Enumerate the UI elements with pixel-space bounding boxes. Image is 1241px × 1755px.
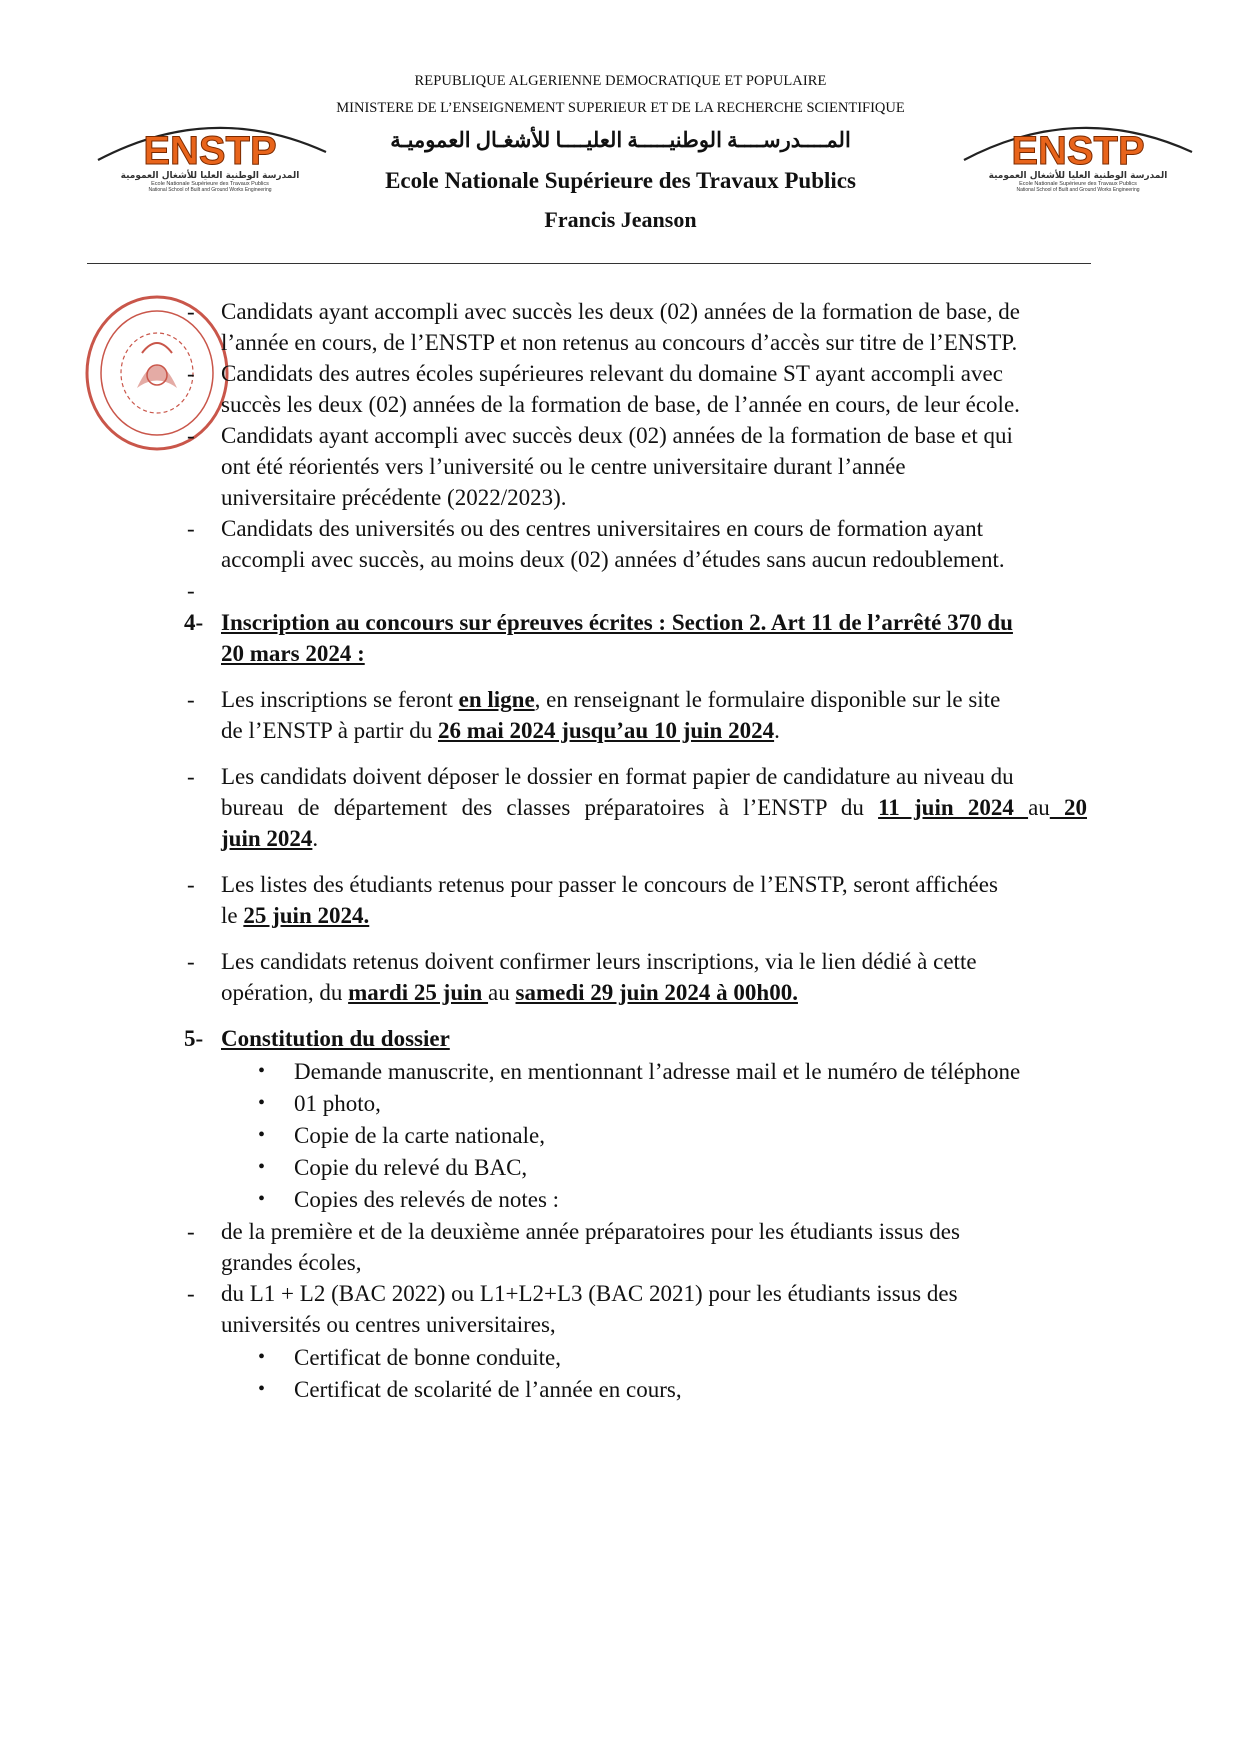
p1-dates-bold: 26 mai 2024 jusqu’au 10 juin 2024 bbox=[437, 718, 775, 743]
p2-date-end-a: 20 bbox=[1049, 795, 1087, 820]
logo-line2: National School of Built and Ground Works Engineering bbox=[1016, 187, 1140, 192]
p2-text-b: bureau de département des classes préparatoires à l’ENSTP du bbox=[221, 795, 879, 820]
bullet-marker: • bbox=[258, 1156, 266, 1178]
eligibility-4-line2: accompli avec succès, au moins deux (02) années d’études sans aucun redoublement. bbox=[221, 547, 1005, 572]
sub2-line1: du L1 + L2 (BAC 2022) ou L1+L2+L3 (BAC 2021) pour les étudiants issus des bbox=[221, 1281, 958, 1306]
p3-date: 25 juin 2024. bbox=[243, 903, 370, 928]
dash-marker: - bbox=[187, 1281, 195, 1306]
p1-text-f: . bbox=[774, 718, 780, 743]
p1-text-c: , en renseignant le formulaire disponible sur le site bbox=[534, 687, 1001, 712]
dash-marker: - bbox=[187, 578, 195, 603]
p2-date-end-b: juin 2024 bbox=[221, 826, 313, 851]
p4-date-start: mardi 25 juin bbox=[348, 980, 489, 1005]
bullet-text: Demande manuscrite, en mentionnant l’adresse mail et le numéro de téléphone bbox=[294, 1059, 1021, 1084]
logo-arabic: المدرسة الوطنية العليا للأشغال العمومية bbox=[988, 171, 1168, 181]
bullet-marker: • bbox=[258, 1092, 266, 1114]
p2-date-start: 11 juin 2024 bbox=[878, 795, 1029, 820]
sub2-line2: universités ou centres universitaires, bbox=[221, 1312, 556, 1337]
dash-marker: - bbox=[187, 516, 195, 541]
eligibility-3-line2: ont été réorientés vers l’université ou le centre universitaire durant l’année bbox=[221, 454, 906, 479]
bullet-marker: • bbox=[258, 1378, 266, 1400]
bullet-text: Certificat de scolarité de l’année en cours, bbox=[294, 1377, 682, 1402]
dash-marker: - bbox=[187, 1219, 195, 1244]
p3-line1: Les listes des étudiants retenus pour passer le concours de l’ENSTP, seront affichées bbox=[221, 872, 998, 897]
logo-line1: Ecole Nationale Supérieure des Travaux Publics bbox=[151, 181, 269, 187]
bullet-marker: • bbox=[258, 1188, 266, 1210]
bullet-text: Copies des relevés de notes : bbox=[294, 1187, 560, 1212]
dash-marker: - bbox=[187, 687, 195, 712]
republic-heading: REPUBLIQUE ALGERIENNE DEMOCRATIQUE ET POPULAIRE bbox=[414, 73, 827, 89]
eligibility-2-line2: succès les deux (02) années de la formation de base, de l’année en cours, de leur école. bbox=[221, 392, 1020, 417]
bullet-text: 01 photo, bbox=[294, 1091, 381, 1116]
bullet-text: Certificat de bonne conduite, bbox=[294, 1345, 561, 1370]
dash-marker: - bbox=[187, 764, 195, 789]
section-4-title-line1: Inscription au concours sur épreuves écrites : Section 2. Art 11 de l’arrêté 370 du bbox=[221, 610, 1013, 635]
dash-marker: - bbox=[187, 872, 195, 897]
eligibility-3-line3: universitaire précédente (2022/2023). bbox=[221, 485, 567, 510]
logo-acronym: ENSTP bbox=[143, 129, 277, 173]
section-5-number: 5- bbox=[184, 1026, 204, 1051]
p2-text-g: . bbox=[312, 826, 319, 851]
official-stamp-seal bbox=[82, 293, 232, 453]
sub1-line1: de la première et de la deuxième année préparatoires pour les étudiants issus des bbox=[221, 1219, 960, 1244]
enstp-logo-right bbox=[958, 112, 1198, 192]
dash-marker: - bbox=[187, 361, 195, 386]
eligibility-2-line1: Candidats des autres écoles supérieures relevant du domaine ST ayant accompli avec bbox=[221, 361, 1003, 386]
eligibility-1-line1: Candidats ayant accompli avec succès les deux (02) années de la formation de base, de bbox=[221, 299, 1020, 324]
bullet-marker: • bbox=[258, 1124, 266, 1146]
logo-line2: National School of Built and Ground Works Engineering bbox=[148, 187, 272, 192]
dash-marker: - bbox=[187, 949, 195, 974]
logo-arabic: المدرسة الوطنية العليا للأشغال العمومية bbox=[120, 171, 300, 181]
eligibility-3-line1: Candidats ayant accompli avec succès deux (02) années de la formation de base et qui bbox=[221, 423, 1013, 448]
eligibility-4-line1: Candidats des universités ou des centres universitaires en cours de formation ayant bbox=[221, 516, 983, 541]
section-4-number: 4- bbox=[184, 610, 204, 635]
p3-text-b: le bbox=[221, 903, 244, 928]
logo-line1: Ecole Nationale Supérieure des Travaux Publics bbox=[1019, 181, 1137, 187]
p2-line1: Les candidats doivent déposer le dossier en format papier de candidature au niveau du bbox=[221, 764, 1014, 789]
bullet-text: Copie du relevé du BAC, bbox=[294, 1155, 528, 1180]
p4-date-end: samedi 29 juin 2024 à 00h00. bbox=[515, 980, 798, 1005]
p4-text-b: opération, du bbox=[221, 980, 349, 1005]
school-subtitle: Francis Jeanson bbox=[544, 207, 697, 232]
p4-text-au: au bbox=[488, 980, 516, 1005]
p4-line1: Les candidats retenus doivent confirmer leurs inscriptions, via le lien dédié à cette bbox=[221, 949, 977, 974]
enstp-logo-left bbox=[92, 112, 332, 192]
school-name: Ecole Nationale Supérieure des Travaux Publics bbox=[385, 168, 856, 193]
dash-marker: - bbox=[187, 299, 195, 324]
logo-acronym: ENSTP bbox=[1011, 129, 1145, 173]
p2-text-au: au bbox=[1028, 795, 1050, 820]
bullet-text: Copie de la carte nationale, bbox=[294, 1123, 545, 1148]
p1-text-d: de l’ENSTP à partir du bbox=[221, 718, 438, 743]
bullet-marker: • bbox=[258, 1346, 266, 1368]
p1-online-bold: en ligne bbox=[458, 687, 535, 712]
header-divider bbox=[87, 263, 1091, 264]
section-4-title-line2: 20 mars 2024 : bbox=[221, 641, 365, 666]
section-5-title: Constitution du dossier bbox=[221, 1026, 450, 1051]
dash-marker: - bbox=[187, 423, 195, 448]
ministry-heading: MINISTERE DE L’ENSEIGNEMENT SUPERIEUR ET DE LA RECHERCHE SCIENTIFIQUE bbox=[336, 100, 905, 116]
bullet-marker: • bbox=[258, 1060, 266, 1082]
sub1-line2: grandes écoles, bbox=[221, 1250, 362, 1275]
eligibility-1-line2: l’année en cours, de l’ENSTP et non retenus au concours d’accès sur titre de l’ENSTP. bbox=[221, 330, 1018, 355]
arabic-school-name: المــــدرســــة الوطنيـــــة العليــــا للأشغـال العموميـة bbox=[390, 128, 851, 152]
p1-text-a: Les inscriptions se feront bbox=[221, 687, 459, 712]
